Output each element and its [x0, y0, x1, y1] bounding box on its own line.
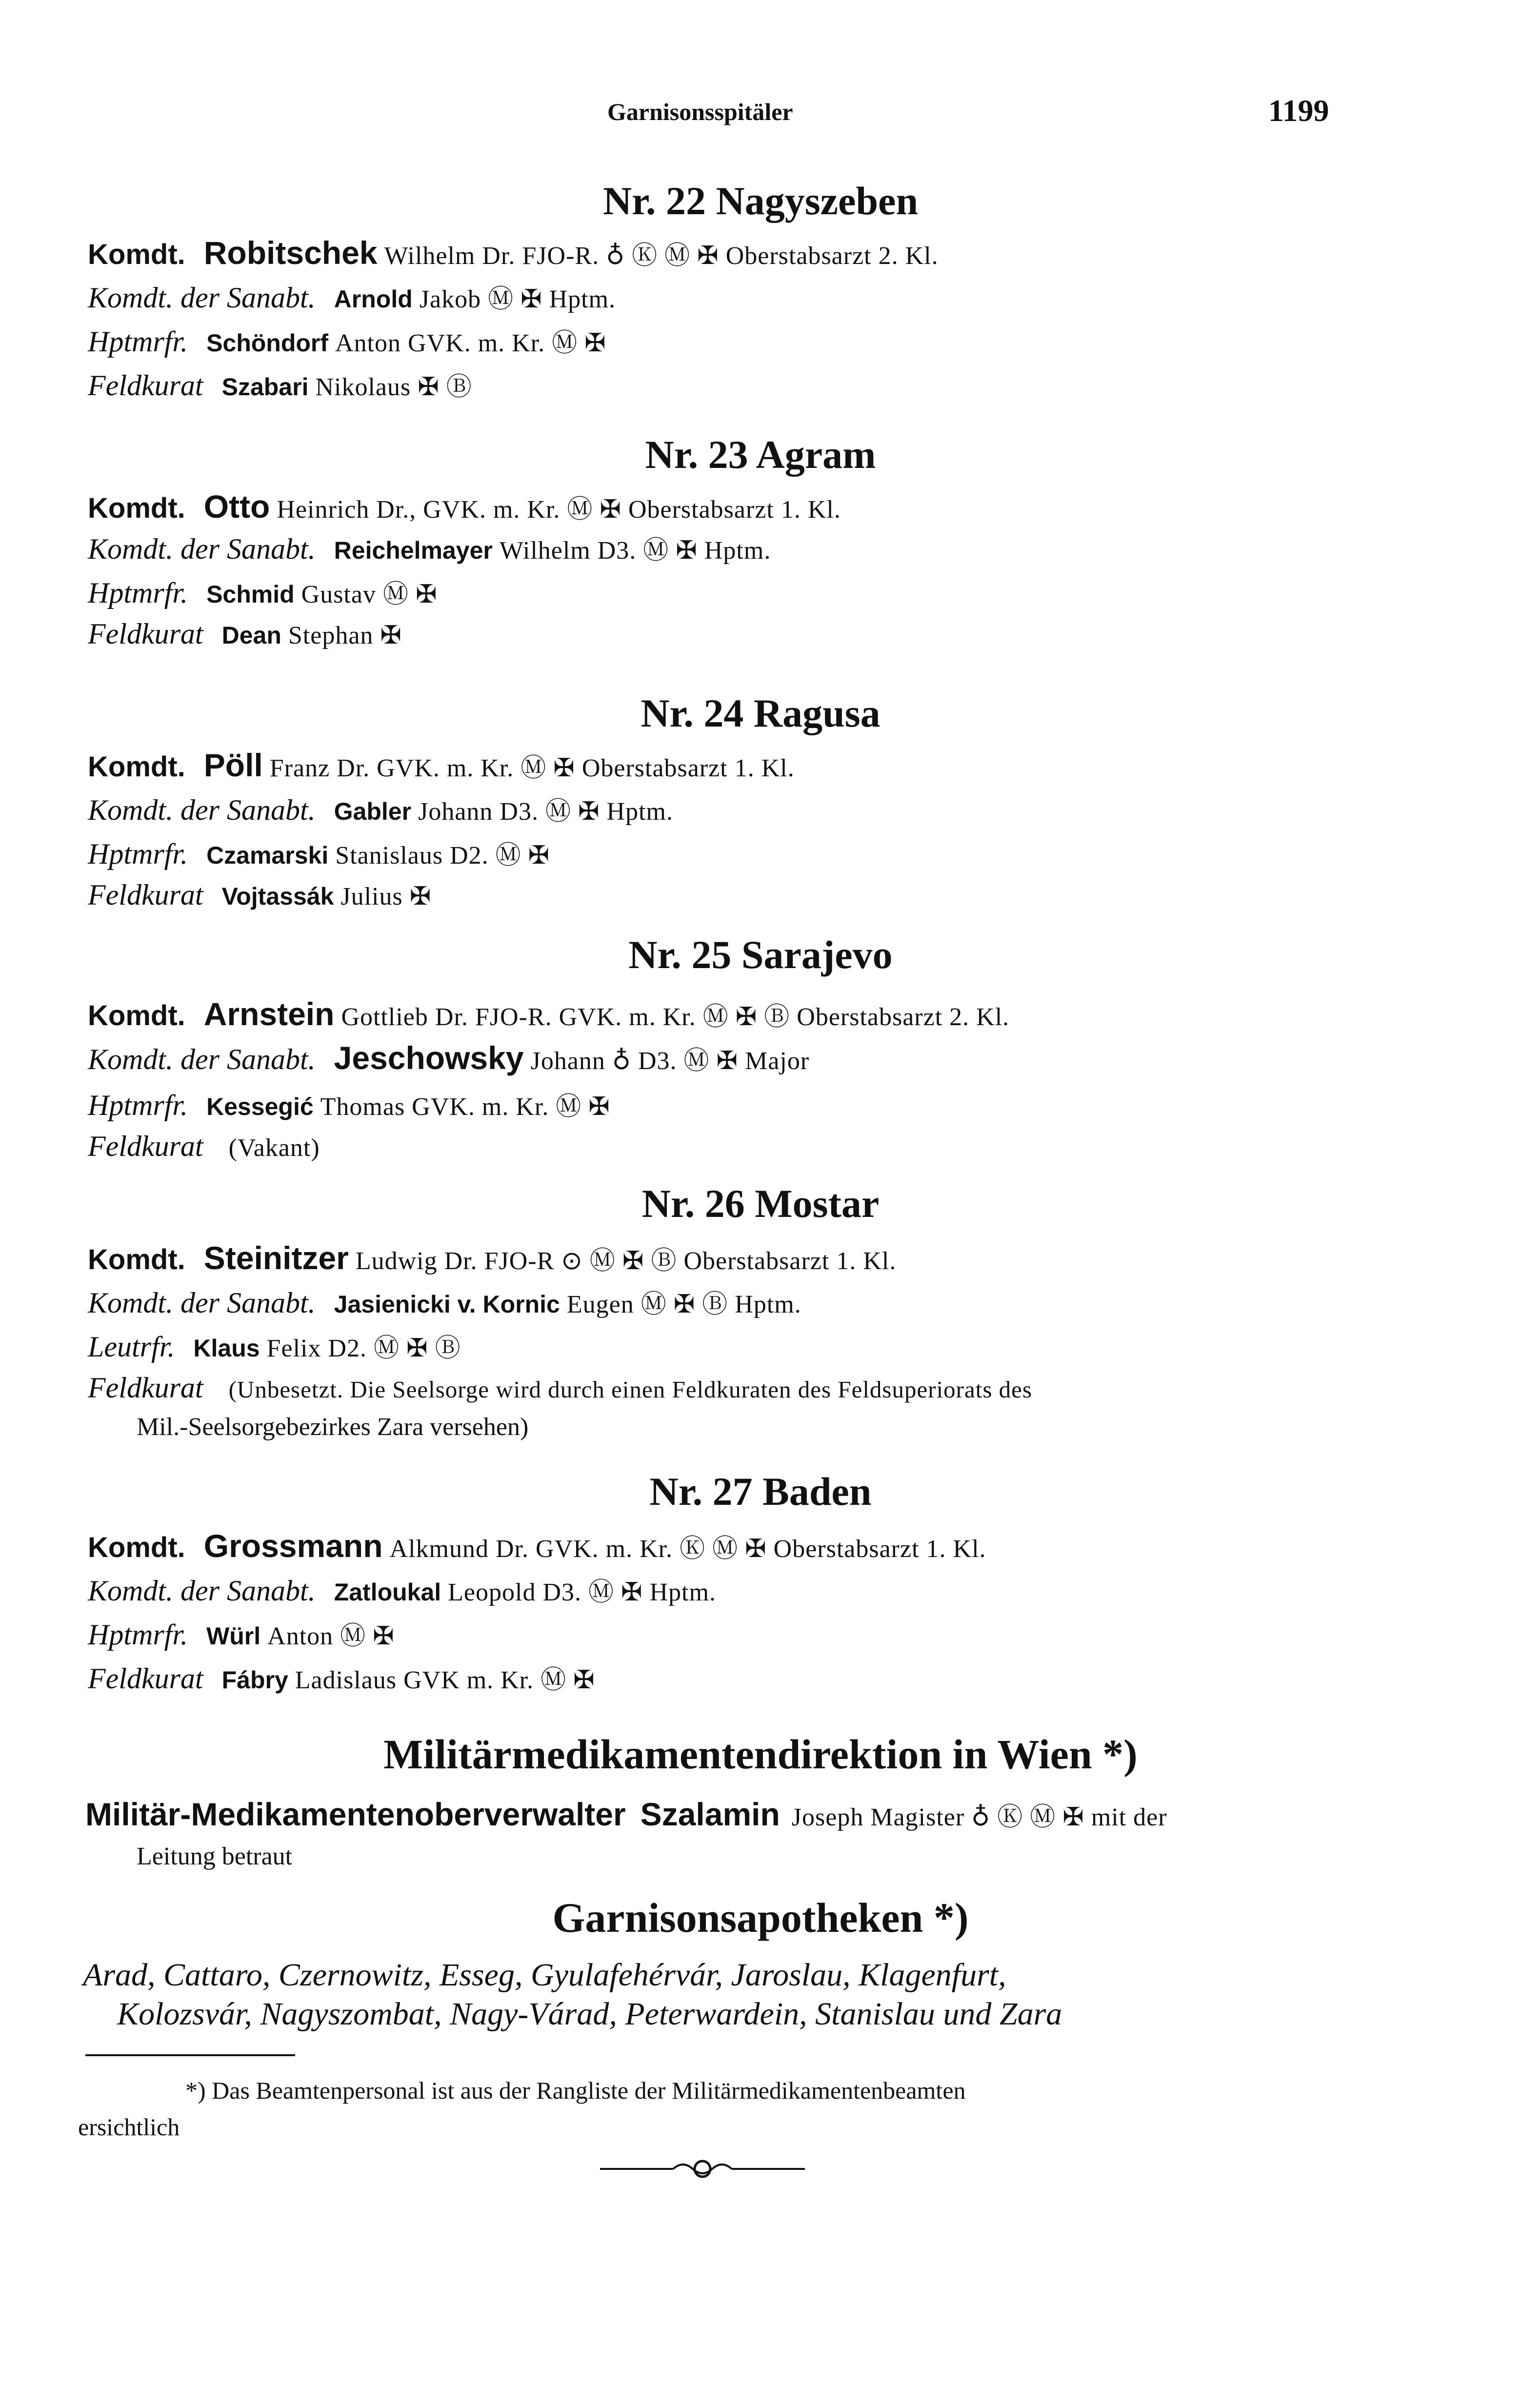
surname: Arnold	[334, 285, 413, 313]
entry-row	[88, 1239, 1346, 1278]
surname: Szabari	[221, 373, 309, 401]
surname: Schmid	[206, 581, 295, 608]
entry-row	[88, 488, 1346, 527]
entry-row	[88, 366, 1346, 405]
surname: Grossmann	[203, 1528, 383, 1564]
details: Alkmund Dr. GVK. m. Kr. Ⓚ Ⓜ ✠ Oberstabsarzt 1. Kl.	[389, 1535, 986, 1563]
role: Komdt.	[88, 751, 185, 783]
role: Komdt. der Sanabt.	[88, 1287, 316, 1319]
direktion-details: Joseph Magister ♁ Ⓚ Ⓜ ✠ mit der	[791, 1803, 1167, 1831]
surname: Reichelmayer	[334, 537, 493, 564]
surname: Czamarski	[206, 842, 329, 869]
surname: Dean	[221, 622, 281, 649]
surname: Gabler	[334, 798, 412, 825]
entry-row	[88, 790, 1346, 830]
role: Feldkurat	[88, 1130, 203, 1162]
direktion-continuation: Leitung betraut	[137, 1842, 293, 1870]
surname: Jasienicki v. Kornic	[334, 1291, 560, 1318]
role: Komdt.	[88, 1000, 185, 1032]
entry-row	[88, 1371, 1346, 1410]
details: (Unbesetzt. Die Seelsorge wird durch einen Feldkuraten des Feldsuperiorats des	[228, 1376, 1032, 1403]
surname: Zatloukal	[334, 1578, 441, 1606]
entry-row	[88, 995, 1346, 1034]
details: Anton GVK. m. Kr. Ⓜ ✠	[335, 329, 606, 357]
direktion-row	[85, 1796, 1344, 1835]
details: Johann ♁ D3. Ⓜ ✠ Major	[530, 1047, 810, 1075]
role: Komdt.	[88, 1244, 185, 1275]
direktion-surname: Szalamin	[640, 1796, 780, 1832]
details: Leopold D3. Ⓜ ✠ Hptm.	[448, 1578, 717, 1606]
details: (Vakant)	[228, 1134, 320, 1162]
running-header	[0, 93, 1521, 137]
role: Feldkurat	[88, 1372, 203, 1404]
role: Hptmrfr.	[88, 838, 188, 870]
details: Franz Dr. GVK. m. Kr. Ⓜ ✠ Oberstabsarzt 1. Kl.	[269, 754, 795, 782]
surname: Pöll	[203, 747, 263, 783]
entry-row	[88, 529, 1346, 568]
surname: Kessegić	[206, 1093, 314, 1120]
surname: Schöndorf	[206, 329, 329, 357]
details: Heinrich Dr., GVK. m. Kr. Ⓜ ✠ Oberstabsarzt 1. Kl.	[277, 496, 841, 524]
surname: Fábry	[221, 1666, 288, 1694]
section-title: Nr. 22 Nagyszeben	[602, 179, 919, 223]
role: Komdt. der Sanabt.	[88, 282, 316, 314]
entry-row	[88, 278, 1346, 317]
running-title: Garnisonsspitäler	[607, 98, 793, 125]
role: Leutrfr.	[88, 1331, 175, 1363]
surname: Robitschek	[203, 235, 378, 271]
apotheken-line-1: Arad, Cattaro, Czernowitz, Esseg, Gyulafehérvár, Jaroslau, Klagenfurt,	[83, 1957, 1006, 1993]
entry-row	[88, 1039, 1346, 1078]
direktion-heading: Militärmedikamentendirektion in Wien *)	[383, 1731, 1138, 1778]
entry-row	[88, 617, 1346, 656]
details: Johann D3. Ⓜ ✠ Hptm.	[418, 798, 673, 826]
page-number: 1199	[1268, 93, 1329, 128]
details: Stephan ✠	[288, 622, 402, 649]
entry-row	[88, 1327, 1346, 1366]
footnote-line-2: ersichtlich	[78, 2113, 180, 2141]
entry-row	[88, 1130, 1346, 1169]
surname: Würl	[206, 1622, 261, 1650]
role: Feldkurat	[88, 618, 203, 650]
entry-row	[88, 1086, 1346, 1125]
section-title: Nr. 27 Baden	[649, 1469, 872, 1514]
entry-row	[88, 747, 1346, 786]
entry-row	[88, 1659, 1346, 1698]
role: Hptmrfr.	[88, 1619, 188, 1651]
details: Thomas GVK. m. Kr. Ⓜ ✠	[320, 1093, 610, 1121]
entry-row	[88, 573, 1346, 612]
details: Wilhelm Dr. FJO-R. ♁ Ⓚ Ⓜ ✠ Oberstabsarzt 2. Kl.	[384, 242, 939, 270]
entry-row	[88, 234, 1346, 273]
section-title: Nr. 26 Mostar	[641, 1181, 880, 1226]
entry-row	[88, 1527, 1346, 1566]
details: Gustav Ⓜ ✠	[301, 581, 438, 608]
role: Komdt.	[88, 239, 185, 270]
footnote-line-1: *) Das Beamtenpersonal ist aus der Rangliste der Militärmedikamentenbeamten	[185, 2077, 966, 2104]
details: Nikolaus ✠ Ⓑ	[315, 373, 472, 401]
apotheken-heading: Garnisonsapotheken *)	[552, 1894, 969, 1941]
continuation-line: Mil.-Seelsorgebezirkes Zara versehen)	[137, 1413, 529, 1441]
entry-row	[88, 1283, 1346, 1322]
section-title: Nr. 23 Agram	[645, 432, 876, 477]
details: Jakob Ⓜ ✠ Hptm.	[419, 285, 616, 313]
role: Komdt.	[88, 1532, 185, 1563]
apotheken-line-2: Kolozsvár, Nagyszombat, Nagy-Várad, Peterwardein, Stanislau und Zara	[117, 1996, 1062, 2032]
surname: Klaus	[193, 1335, 260, 1362]
details: Gottlieb Dr. FJO-R. GVK. m. Kr. Ⓜ ✠ Ⓑ Oberstabsarzt 2. Kl.	[341, 1003, 1010, 1031]
entry-row	[88, 322, 1346, 361]
direktion-role: Militär-Medikamentenoberverwalter	[85, 1796, 626, 1832]
entry-row	[88, 834, 1346, 873]
details: Eugen Ⓜ ✠ Ⓑ Hptm.	[566, 1291, 801, 1318]
role: Hptmrfr.	[88, 325, 188, 358]
section-title: Nr. 25 Sarajevo	[628, 932, 893, 977]
details: Ladislaus GVK m. Kr. Ⓜ ✠	[295, 1666, 595, 1694]
details: Ludwig Dr. FJO-R ⊙ Ⓜ ✠ Ⓑ Oberstabsarzt 1. Kl.	[355, 1247, 897, 1275]
role: Komdt. der Sanabt.	[88, 1043, 316, 1075]
role: Komdt. der Sanabt.	[88, 533, 316, 565]
surname: Vojtassák	[221, 883, 334, 910]
details: Anton Ⓜ ✠	[267, 1622, 395, 1650]
surname: Arnstein	[203, 996, 335, 1032]
details: Felix D2. Ⓜ ✠ Ⓑ	[266, 1335, 461, 1362]
role: Feldkurat	[88, 1662, 203, 1695]
role: Komdt.	[88, 492, 185, 524]
role: Feldkurat	[88, 879, 203, 911]
entry-row	[88, 878, 1346, 917]
role: Hptmrfr.	[88, 577, 188, 609]
surname: Otto	[203, 488, 270, 525]
role: Komdt. der Sanabt.	[88, 1575, 316, 1607]
role: Komdt. der Sanabt.	[88, 794, 316, 826]
details: Wilhelm D3. Ⓜ ✠ Hptm.	[499, 537, 771, 565]
role: Feldkurat	[88, 369, 203, 402]
section-title: Nr. 24 Ragusa	[640, 691, 881, 735]
details: Stanislaus D2. Ⓜ ✠	[335, 842, 550, 870]
footnote-divider	[85, 2054, 295, 2056]
entry-row	[88, 1571, 1346, 1610]
surname: Jeschowsky	[334, 1040, 524, 1076]
details: Julius ✠	[340, 883, 432, 911]
surname: Steinitzer	[203, 1240, 349, 1276]
entry-row	[88, 1615, 1346, 1654]
ornament-divider-icon	[600, 2154, 805, 2184]
role: Hptmrfr.	[88, 1089, 188, 1121]
